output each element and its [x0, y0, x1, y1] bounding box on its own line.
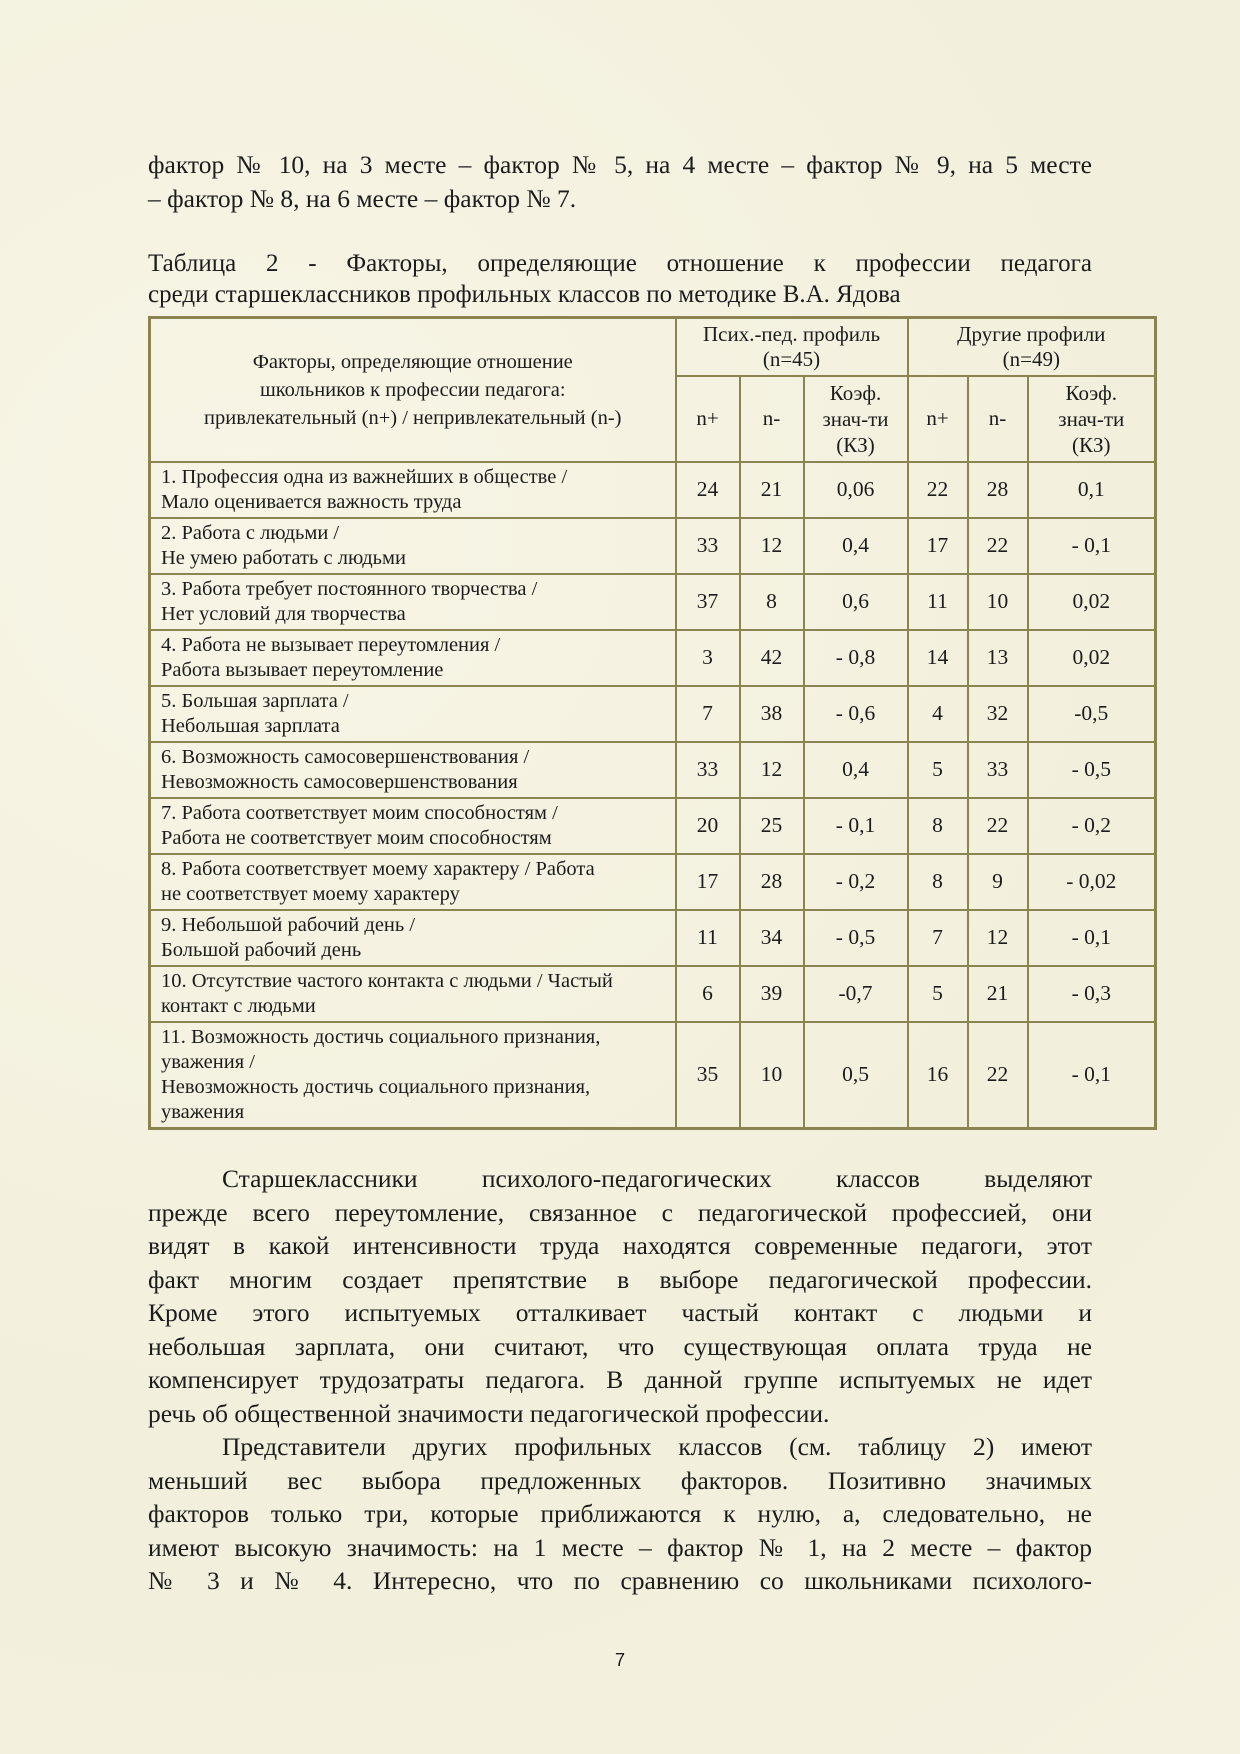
group-sample-size: (n=45) [762, 346, 821, 371]
paragraph-line: меньший вес выбора предложенных факторов. Позитивно значимых [148, 1465, 1092, 1495]
cell-other-nminus: 22 [968, 1022, 1028, 1129]
cell-psych-nplus: 35 [676, 1022, 740, 1129]
cell-other-nplus: 8 [908, 798, 968, 854]
cell-psych-nplus: 17 [676, 854, 740, 910]
cell-other-nminus: 22 [968, 518, 1028, 574]
kz-line: Коэф. [829, 380, 882, 405]
cell-other-nminus: 33 [968, 742, 1028, 798]
table-caption [148, 248, 1092, 310]
cell-other-nplus: 11 [908, 574, 968, 630]
cell-psych-kz: - 0,2 [804, 854, 908, 910]
cell-other-nplus: 5 [908, 966, 968, 1022]
body-text [148, 1162, 1092, 1598]
factor-line: Не умею работать с людьми [161, 546, 406, 569]
col-header-nminus: n- [740, 376, 804, 462]
cell-other-nminus: 9 [968, 854, 1028, 910]
table-row [150, 1022, 1156, 1129]
cell-other-nminus: 10 [968, 574, 1028, 630]
group-sample-size: (n=49) [1002, 346, 1060, 371]
factor-line: 8. Работа соответствует моему характеру / Работа [161, 857, 595, 880]
cell-other-nplus: 5 [908, 742, 968, 798]
cell-other-kz: - 0,5 [1028, 742, 1156, 798]
factor-line: Невозможность самосовершенствования [161, 770, 518, 793]
table-row [150, 910, 1156, 966]
cell-psych-kz: - 0,8 [804, 630, 908, 686]
intro-line: – фактор № 8, на 6 месте – фактор № 7. [148, 183, 577, 213]
table-row [150, 574, 1156, 630]
col-header-kz [1028, 376, 1156, 462]
cell-other-kz: -0,5 [1028, 686, 1156, 742]
factor-line: уважения [161, 1100, 245, 1123]
factor-line: 6. Возможность самосовершенствования / [161, 745, 530, 768]
cell-psych-nminus: 42 [740, 630, 804, 686]
cell-psych-nminus: 28 [740, 854, 804, 910]
factor-line: 1. Профессия одна из важнейших в обществе / [161, 465, 568, 488]
factor-line: Нет условий для творчества [161, 602, 406, 625]
cell-psych-kz: 0,06 [804, 462, 908, 518]
table-row [150, 462, 1156, 518]
table-row [150, 742, 1156, 798]
factor-cell [150, 518, 676, 574]
paragraph-line: № 3 и № 4. Интересно, что по сравнению со школьниками психолого- [148, 1566, 1092, 1595]
header-factors-line: Факторы, определяющие отношение [252, 350, 573, 373]
paragraph-line: небольшая зарплата, они считают, что существующая оплата труда не [148, 1331, 1092, 1361]
kz-line: знач-ти [1058, 406, 1125, 431]
cell-psych-kz: - 0,1 [804, 798, 908, 854]
header-group-psych-ped [676, 318, 908, 376]
factor-line: 10. Отсутствие частого контакта с людьми / Частый [161, 969, 613, 992]
cell-psych-kz: 0,5 [804, 1022, 908, 1129]
factor-line: 3. Работа требует постоянного творчества / [161, 577, 538, 600]
cell-other-kz: 0,02 [1028, 630, 1156, 686]
factor-line: уважения / [161, 1050, 255, 1073]
factor-line: 7. Работа соответствует моим способностям / [161, 801, 558, 824]
factor-line: Мало оценивается важность труда [161, 490, 462, 513]
paragraph-line: Старшеклассники психолого-педагогических классов выделяют [222, 1164, 1092, 1193]
col-header-nplus: n+ [908, 376, 968, 462]
paragraph-line: факт многим создает препятствие в выборе педагогической профессии. [148, 1264, 1092, 1294]
cell-psych-nminus: 21 [740, 462, 804, 518]
factor-cell [150, 966, 676, 1022]
caption-line: среди старшеклассников профильных классов по методике В.А. Ядова [148, 281, 901, 308]
group-label: Другие профили [957, 321, 1106, 346]
cell-psych-kz: 0,4 [804, 518, 908, 574]
paragraph-line: Кроме этого испытуемых отталкивает частый контакт с людьми и [148, 1298, 1092, 1327]
paragraph-line: видят в какой интенсивности труда находятся современные педагоги, этот [148, 1231, 1092, 1260]
cell-other-kz: 0,02 [1028, 574, 1156, 630]
cell-other-nminus: 13 [968, 630, 1028, 686]
factor-line: Работа вызывает переутомление [161, 658, 444, 681]
cell-other-kz: - 0,2 [1028, 798, 1156, 854]
table-row [150, 854, 1156, 910]
table-row [150, 966, 1156, 1022]
paragraph-line: речь об общественной значимости педагогической профессии. [148, 1398, 830, 1428]
col-header-kz [804, 376, 908, 462]
paragraph-line: прежде всего переутомление, связанное с педагогической профессией, они [148, 1197, 1092, 1227]
cell-psych-nminus: 38 [740, 686, 804, 742]
header-factors-line: школьников к профессии педагога: [259, 378, 566, 401]
cell-psych-nplus: 11 [676, 910, 740, 966]
kz-line: Коэф. [1065, 380, 1118, 405]
factor-line: Большой рабочий день [161, 938, 362, 961]
table-row [150, 518, 1156, 574]
factor-cell [150, 854, 676, 910]
cell-psych-nminus: 39 [740, 966, 804, 1022]
factor-line: 5. Большая зарплата / [161, 689, 349, 712]
cell-other-nplus: 4 [908, 686, 968, 742]
header-factors [150, 318, 676, 462]
cell-other-kz: - 0,3 [1028, 966, 1156, 1022]
cell-psych-kz: -0,7 [804, 966, 908, 1022]
factor-line: 4. Работа не вызывает переутомления / [161, 633, 501, 656]
factor-line: 2. Работа с людьми / [161, 521, 340, 544]
table-row [150, 630, 1156, 686]
paragraph-line: имеют высокую значимость: на 1 месте – фактор № 1, на 2 месте – фактор [148, 1532, 1092, 1562]
factor-cell [150, 798, 676, 854]
cell-other-nminus: 32 [968, 686, 1028, 742]
cell-other-kz: - 0,1 [1028, 518, 1156, 574]
paragraph-line: факторов только три, которые приближаются к нулю, а, следовательно, не [148, 1499, 1092, 1528]
cell-psych-nminus: 12 [740, 742, 804, 798]
cell-other-nplus: 7 [908, 910, 968, 966]
cell-psych-nminus: 34 [740, 910, 804, 966]
cell-other-nplus: 16 [908, 1022, 968, 1129]
factor-cell [150, 462, 676, 518]
factor-line: Невозможность достичь социального признания, [161, 1075, 591, 1098]
header-factors-line: привлекательный (n+) / непривлекательный (n-) [204, 406, 622, 429]
group-label: Псих.-пед. профиль [702, 321, 881, 346]
factor-line: Небольшая зарплата [161, 714, 340, 737]
cell-psych-kz: 0,4 [804, 742, 908, 798]
cell-other-kz: - 0,02 [1028, 854, 1156, 910]
cell-other-nminus: 21 [968, 966, 1028, 1022]
col-header-nplus: n+ [676, 376, 740, 462]
factor-line: Работа не соответствует моим способностям [161, 826, 552, 849]
cell-psych-kz: - 0,6 [804, 686, 908, 742]
cell-other-kz: - 0,1 [1028, 910, 1156, 966]
cell-other-nminus: 28 [968, 462, 1028, 518]
intro-line: фактор № 10, на 3 месте – фактор № 5, на 4 месте – фактор № 9, на 5 месте [148, 150, 1092, 179]
paragraph-1 [148, 1162, 1092, 1430]
cell-other-nplus: 14 [908, 630, 968, 686]
kz-line: (КЗ) [1072, 432, 1111, 457]
page-number: 7 [614, 1650, 625, 1670]
kz-line: (КЗ) [836, 432, 875, 457]
col-header-nminus: n- [968, 376, 1028, 462]
factor-cell [150, 574, 676, 630]
cell-other-nplus: 8 [908, 854, 968, 910]
intro-paragraph [148, 148, 1092, 215]
caption-line: Таблица 2 - Факторы, определяющие отношение к профессии педагога [148, 250, 1092, 277]
factor-line: контакт с людьми [161, 994, 316, 1017]
paragraph-line: компенсирует трудозатраты педагога. В данной группе испытуемых не идет [148, 1365, 1092, 1394]
cell-psych-nplus: 20 [676, 798, 740, 854]
factor-cell [150, 630, 676, 686]
cell-psych-nminus: 25 [740, 798, 804, 854]
cell-psych-nplus: 3 [676, 630, 740, 686]
factor-cell [150, 1022, 676, 1129]
cell-psych-nminus: 8 [740, 574, 804, 630]
kz-line: знач-ти [822, 406, 889, 431]
factor-cell [150, 742, 676, 798]
cell-psych-nplus: 7 [676, 686, 740, 742]
cell-psych-nminus: 10 [740, 1022, 804, 1129]
table-row [150, 798, 1156, 854]
cell-psych-nplus: 37 [676, 574, 740, 630]
cell-psych-nplus: 33 [676, 518, 740, 574]
cell-psych-nplus: 33 [676, 742, 740, 798]
factor-line: 9. Небольшой рабочий день / [161, 913, 416, 936]
cell-psych-kz: - 0,5 [804, 910, 908, 966]
paragraph-line: Представители других профильных классов (см. таблицу 2) имеют [222, 1432, 1092, 1461]
cell-other-nminus: 12 [968, 910, 1028, 966]
factor-line: не соответствует моему характеру [161, 882, 460, 905]
table-row [150, 686, 1156, 742]
factor-cell [150, 910, 676, 966]
cell-other-nplus: 22 [908, 462, 968, 518]
cell-psych-nminus: 12 [740, 518, 804, 574]
cell-psych-nplus: 24 [676, 462, 740, 518]
factors-table-wrapper [148, 316, 1154, 1130]
cell-psych-kz: 0,6 [804, 574, 908, 630]
cell-psych-nplus: 6 [676, 966, 740, 1022]
factors-table [148, 316, 1157, 1130]
header-group-other [908, 318, 1156, 376]
cell-other-nminus: 22 [968, 798, 1028, 854]
cell-other-nplus: 17 [908, 518, 968, 574]
factor-cell [150, 686, 676, 742]
cell-other-kz: - 0,1 [1028, 1022, 1156, 1129]
paragraph-2 [148, 1430, 1092, 1598]
cell-other-kz: 0,1 [1028, 462, 1156, 518]
factor-line: 11. Возможность достичь социального признания, [161, 1025, 601, 1048]
